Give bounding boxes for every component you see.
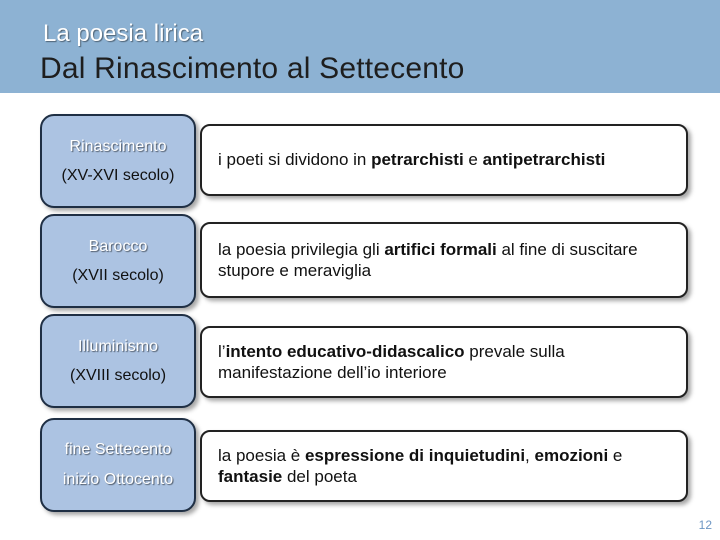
bold-text-segment: espressione di inquietudini xyxy=(304,445,526,465)
text-segment: i poeti si dividono in xyxy=(218,150,372,170)
page-number: 12 xyxy=(698,518,712,532)
bold-text-segment: antipetrarchisti xyxy=(482,150,606,170)
text-segment: prevale sulla manifestazione dell’io interiore xyxy=(218,341,565,382)
text-segment: al fine di suscitare stupore e meraviglia xyxy=(218,239,638,280)
period-name: Barocco xyxy=(88,238,148,255)
text-segment: l’ xyxy=(218,341,226,361)
period-box-fine-settecento xyxy=(40,418,196,512)
period-name: Rinascimento xyxy=(69,138,167,155)
text-segment: la poesia privilegia gli xyxy=(218,239,385,259)
period-century: (XV-XVI secolo) xyxy=(61,167,175,184)
description-text xyxy=(218,149,605,170)
text-segment: e xyxy=(608,445,623,465)
period-century: (XVIII secolo) xyxy=(69,367,167,384)
slide-title: Dal Rinascimento al Settecento xyxy=(40,52,465,85)
text-segment: la poesia è xyxy=(218,445,305,465)
bold-text-segment: intento educativo-didascalico xyxy=(225,341,465,361)
period-name: Illuminismo xyxy=(77,338,158,355)
slide-subtitle: La poesia lirica xyxy=(43,20,204,47)
period-century: (XVII secolo) xyxy=(72,267,164,284)
text-segment: , xyxy=(525,445,535,465)
period-name-line2: inizio Ottocento xyxy=(62,471,174,488)
description-box-fine-settecento xyxy=(200,430,688,502)
bold-text-segment: artifici formali xyxy=(384,239,497,259)
text-segment: del poeta xyxy=(282,467,357,486)
period-box-illuminismo xyxy=(40,314,196,408)
period-name: fine Settecento xyxy=(64,441,172,458)
description-box-illuminismo xyxy=(200,326,688,398)
bold-text-segment: petrarchisti xyxy=(371,150,464,170)
description-box-rinascimento xyxy=(200,124,688,196)
bold-text-segment: emozioni xyxy=(534,445,609,465)
text-segment: e xyxy=(463,150,483,170)
description-box-barocco xyxy=(200,222,688,298)
description-text xyxy=(218,445,670,488)
bold-text-segment: fantasie xyxy=(218,467,283,486)
period-box-rinascimento xyxy=(40,114,196,208)
period-box-barocco xyxy=(40,214,196,308)
description-text xyxy=(218,341,670,384)
description-text xyxy=(218,239,670,282)
slide-header xyxy=(0,0,720,93)
